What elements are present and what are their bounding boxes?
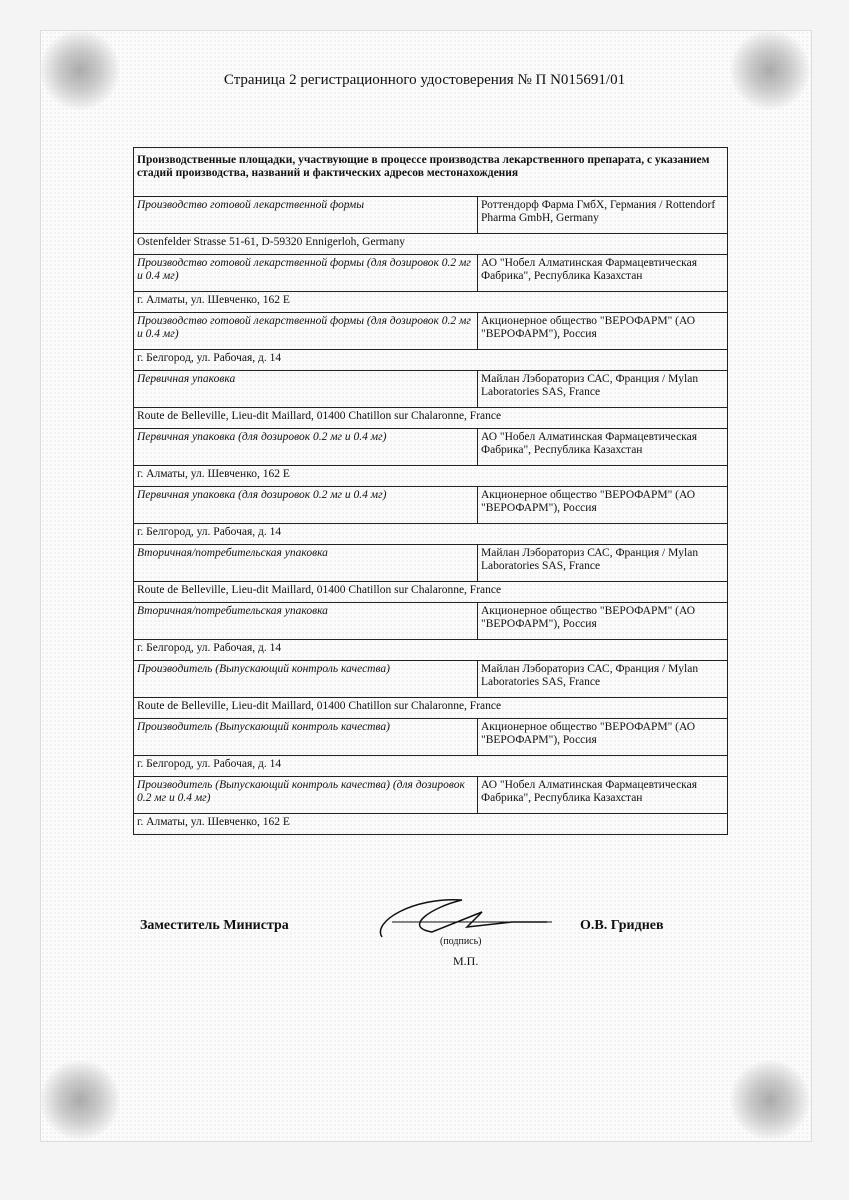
production-stage: Вторичная/потребительская упаковка xyxy=(134,545,478,582)
site-address: Route de Belleville, Lieu-dit Maillard, 01400 Chatillon sur Chalaronne, France xyxy=(134,582,728,603)
manufacturer: Роттендорф Фарма ГмбХ, Германия / Rottendorf Pharma GmbH, Germany xyxy=(478,197,728,234)
address-row xyxy=(134,640,728,661)
address-row xyxy=(134,466,728,487)
site-address: г. Алматы, ул. Шевченко, 162 Е xyxy=(134,292,728,313)
address-row xyxy=(134,582,728,603)
site-row xyxy=(134,603,728,640)
address-row xyxy=(134,698,728,719)
guilloche-ornament xyxy=(40,1060,120,1140)
site-address: г. Белгород, ул. Рабочая, д. 14 xyxy=(134,640,728,661)
signatory-position: Заместитель Министра xyxy=(140,918,289,933)
guilloche-ornament xyxy=(40,30,120,110)
site-row xyxy=(134,371,728,408)
production-stage: Производитель (Выпускающий контроль качества) (для дозировок 0.2 мг и 0.4 мг) xyxy=(134,777,478,814)
site-row xyxy=(134,777,728,814)
production-stage: Производство готовой лекарственной формы xyxy=(134,197,478,234)
production-stage: Производство готовой лекарственной формы (для дозировок 0.2 мг и 0.4 мг) xyxy=(134,313,478,350)
site-row xyxy=(134,487,728,524)
address-row xyxy=(134,234,728,255)
site-address: г. Белгород, ул. Рабочая, д. 14 xyxy=(134,350,728,371)
production-stage: Производство готовой лекарственной формы (для дозировок 0.2 мг и 0.4 мг) xyxy=(134,255,478,292)
site-address: г. Алматы, ул. Шевченко, 162 Е xyxy=(134,466,728,487)
manufacturer: Акционерное общество "ВЕРОФАРМ" (АО "ВЕРОФАРМ"), Россия xyxy=(478,487,728,524)
manufacturer: Майлан Лэбораториз САС, Франция / Mylan Laboratories SAS, France xyxy=(478,371,728,408)
guilloche-ornament xyxy=(730,1060,810,1140)
manufacturer: Майлан Лэбораториз САС, Франция / Mylan Laboratories SAS, France xyxy=(478,661,728,698)
manufacturer: АО "Нобел Алматинская Фармацевтическая Фабрика", Республика Казахстан xyxy=(478,777,728,814)
manufacturing-sites-table xyxy=(133,147,728,835)
manufacturer: АО "Нобел Алматинская Фармацевтическая Фабрика", Республика Казахстан xyxy=(478,429,728,466)
site-address: г. Белгород, ул. Рабочая, д. 14 xyxy=(134,524,728,545)
site-row xyxy=(134,197,728,234)
address-row xyxy=(134,408,728,429)
site-address: г. Белгород, ул. Рабочая, д. 14 xyxy=(134,756,728,777)
manufacturer: Акционерное общество "ВЕРОФАРМ" (АО "ВЕРОФАРМ"), Россия xyxy=(478,719,728,756)
production-stage: Вторичная/потребительская упаковка xyxy=(134,603,478,640)
address-row xyxy=(134,350,728,371)
manufacturer: Акционерное общество "ВЕРОФАРМ" (АО "ВЕРОФАРМ"), Россия xyxy=(478,603,728,640)
stamp-place: М.П. xyxy=(453,954,479,968)
guilloche-ornament xyxy=(730,30,810,110)
signature-caption: (подпись) xyxy=(440,936,482,947)
production-stage: Производитель (Выпускающий контроль качества) xyxy=(134,661,478,698)
table-header: Производственные площадки, участвующие в процессе производства лекарственного препарата, с указанием стадий производства, названий и фактических адресов местонахождения xyxy=(134,148,728,197)
site-address: Route de Belleville, Lieu-dit Maillard, 01400 Chatillon sur Chalaronne, France xyxy=(134,698,728,719)
signatory-name: О.В. Гриднев xyxy=(580,918,664,933)
manufacturer: Майлан Лэбораториз САС, Франция / Mylan Laboratories SAS, France xyxy=(478,545,728,582)
site-row xyxy=(134,719,728,756)
production-stage: Первичная упаковка xyxy=(134,371,478,408)
site-row xyxy=(134,545,728,582)
site-row xyxy=(134,429,728,466)
address-row xyxy=(134,524,728,545)
production-stage: Производитель (Выпускающий контроль качества) xyxy=(134,719,478,756)
site-row xyxy=(134,255,728,292)
site-address: Route de Belleville, Lieu-dit Maillard, 01400 Chatillon sur Chalaronne, France xyxy=(134,408,728,429)
manufacturer: АО "Нобел Алматинская Фармацевтическая Фабрика", Республика Казахстан xyxy=(478,255,728,292)
manufacturer: Акционерное общество "ВЕРОФАРМ" (АО "ВЕРОФАРМ"), Россия xyxy=(478,313,728,350)
site-row xyxy=(134,661,728,698)
production-stage: Первичная упаковка (для дозировок 0.2 мг и 0.4 мг) xyxy=(134,487,478,524)
site-row xyxy=(134,313,728,350)
site-address: г. Алматы, ул. Шевченко, 162 Е xyxy=(134,814,728,835)
address-row xyxy=(134,756,728,777)
page-title: Страница 2 регистрационного удостоверения № П N015691/01 xyxy=(223,72,626,88)
address-row xyxy=(134,292,728,313)
site-address: Ostenfelder Strasse 51-61, D-59320 Ennigerloh, Germany xyxy=(134,234,728,255)
production-stage: Первичная упаковка (для дозировок 0.2 мг и 0.4 мг) xyxy=(134,429,478,466)
address-row xyxy=(134,814,728,835)
